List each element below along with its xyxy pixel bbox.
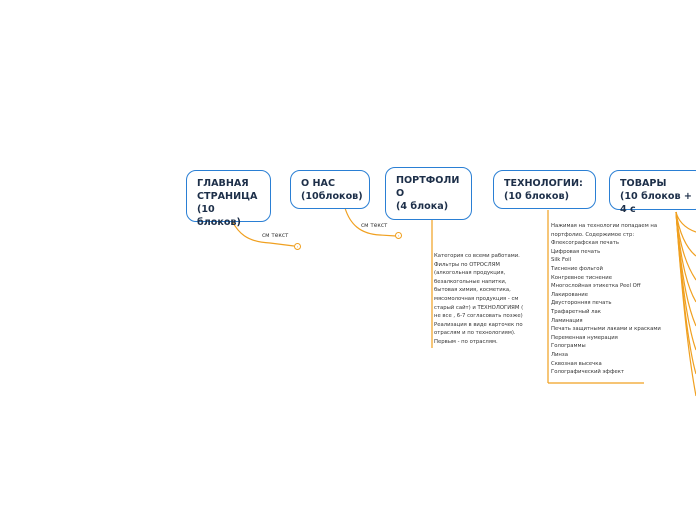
node-about[interactable]: О НАС (10блоков) bbox=[290, 170, 370, 209]
note-technologies-list: Нажимая на технологии попадаем на портфолио. Содержимое стр: Флексографская печать Цифровая печать Silk Foil Тиснение фольгой Конгревное тиснение Многослойная этикетка Peel Off Лакирование Двусторонняя печать Трафаретный лак Ламинация Печать защитными лаками и красками Переменная нумерация Голограммы Линза Сквозная высечка Голографический эффект bbox=[551, 223, 661, 376]
node-goods[interactable]: ТОВАРЫ (10 блоков + 4 с bbox=[609, 170, 696, 210]
node-portfolio[interactable]: ПОРТФОЛИ О (4 блока) bbox=[385, 167, 472, 220]
node-home[interactable]: ГЛАВНАЯ СТРАНИЦА (10 блоков) bbox=[186, 170, 271, 222]
note-portfolio-description: Категория со всеми работами. Фильтры по ОТРОСЛЯМ (алкогольная продукция, безалкогольные напитки, бытовая химия, косметика, мясомолочная продукция - см старый сайт) и ТЕХНОЛОГИЯМ ( не все , 6-7 согласовать позже) Реализация в виде карточек по отраслям и по технологиям). Первым - по отраслям. bbox=[434, 253, 524, 345]
note-home-text: см текст bbox=[262, 233, 289, 239]
node-technologies[interactable]: ТЕХНОЛОГИИ: (10 блоков) bbox=[493, 170, 596, 209]
note-about-text: см текст bbox=[361, 223, 388, 229]
collapse-home-icon[interactable]: › bbox=[294, 243, 301, 250]
collapse-about-icon[interactable]: › bbox=[395, 232, 402, 239]
